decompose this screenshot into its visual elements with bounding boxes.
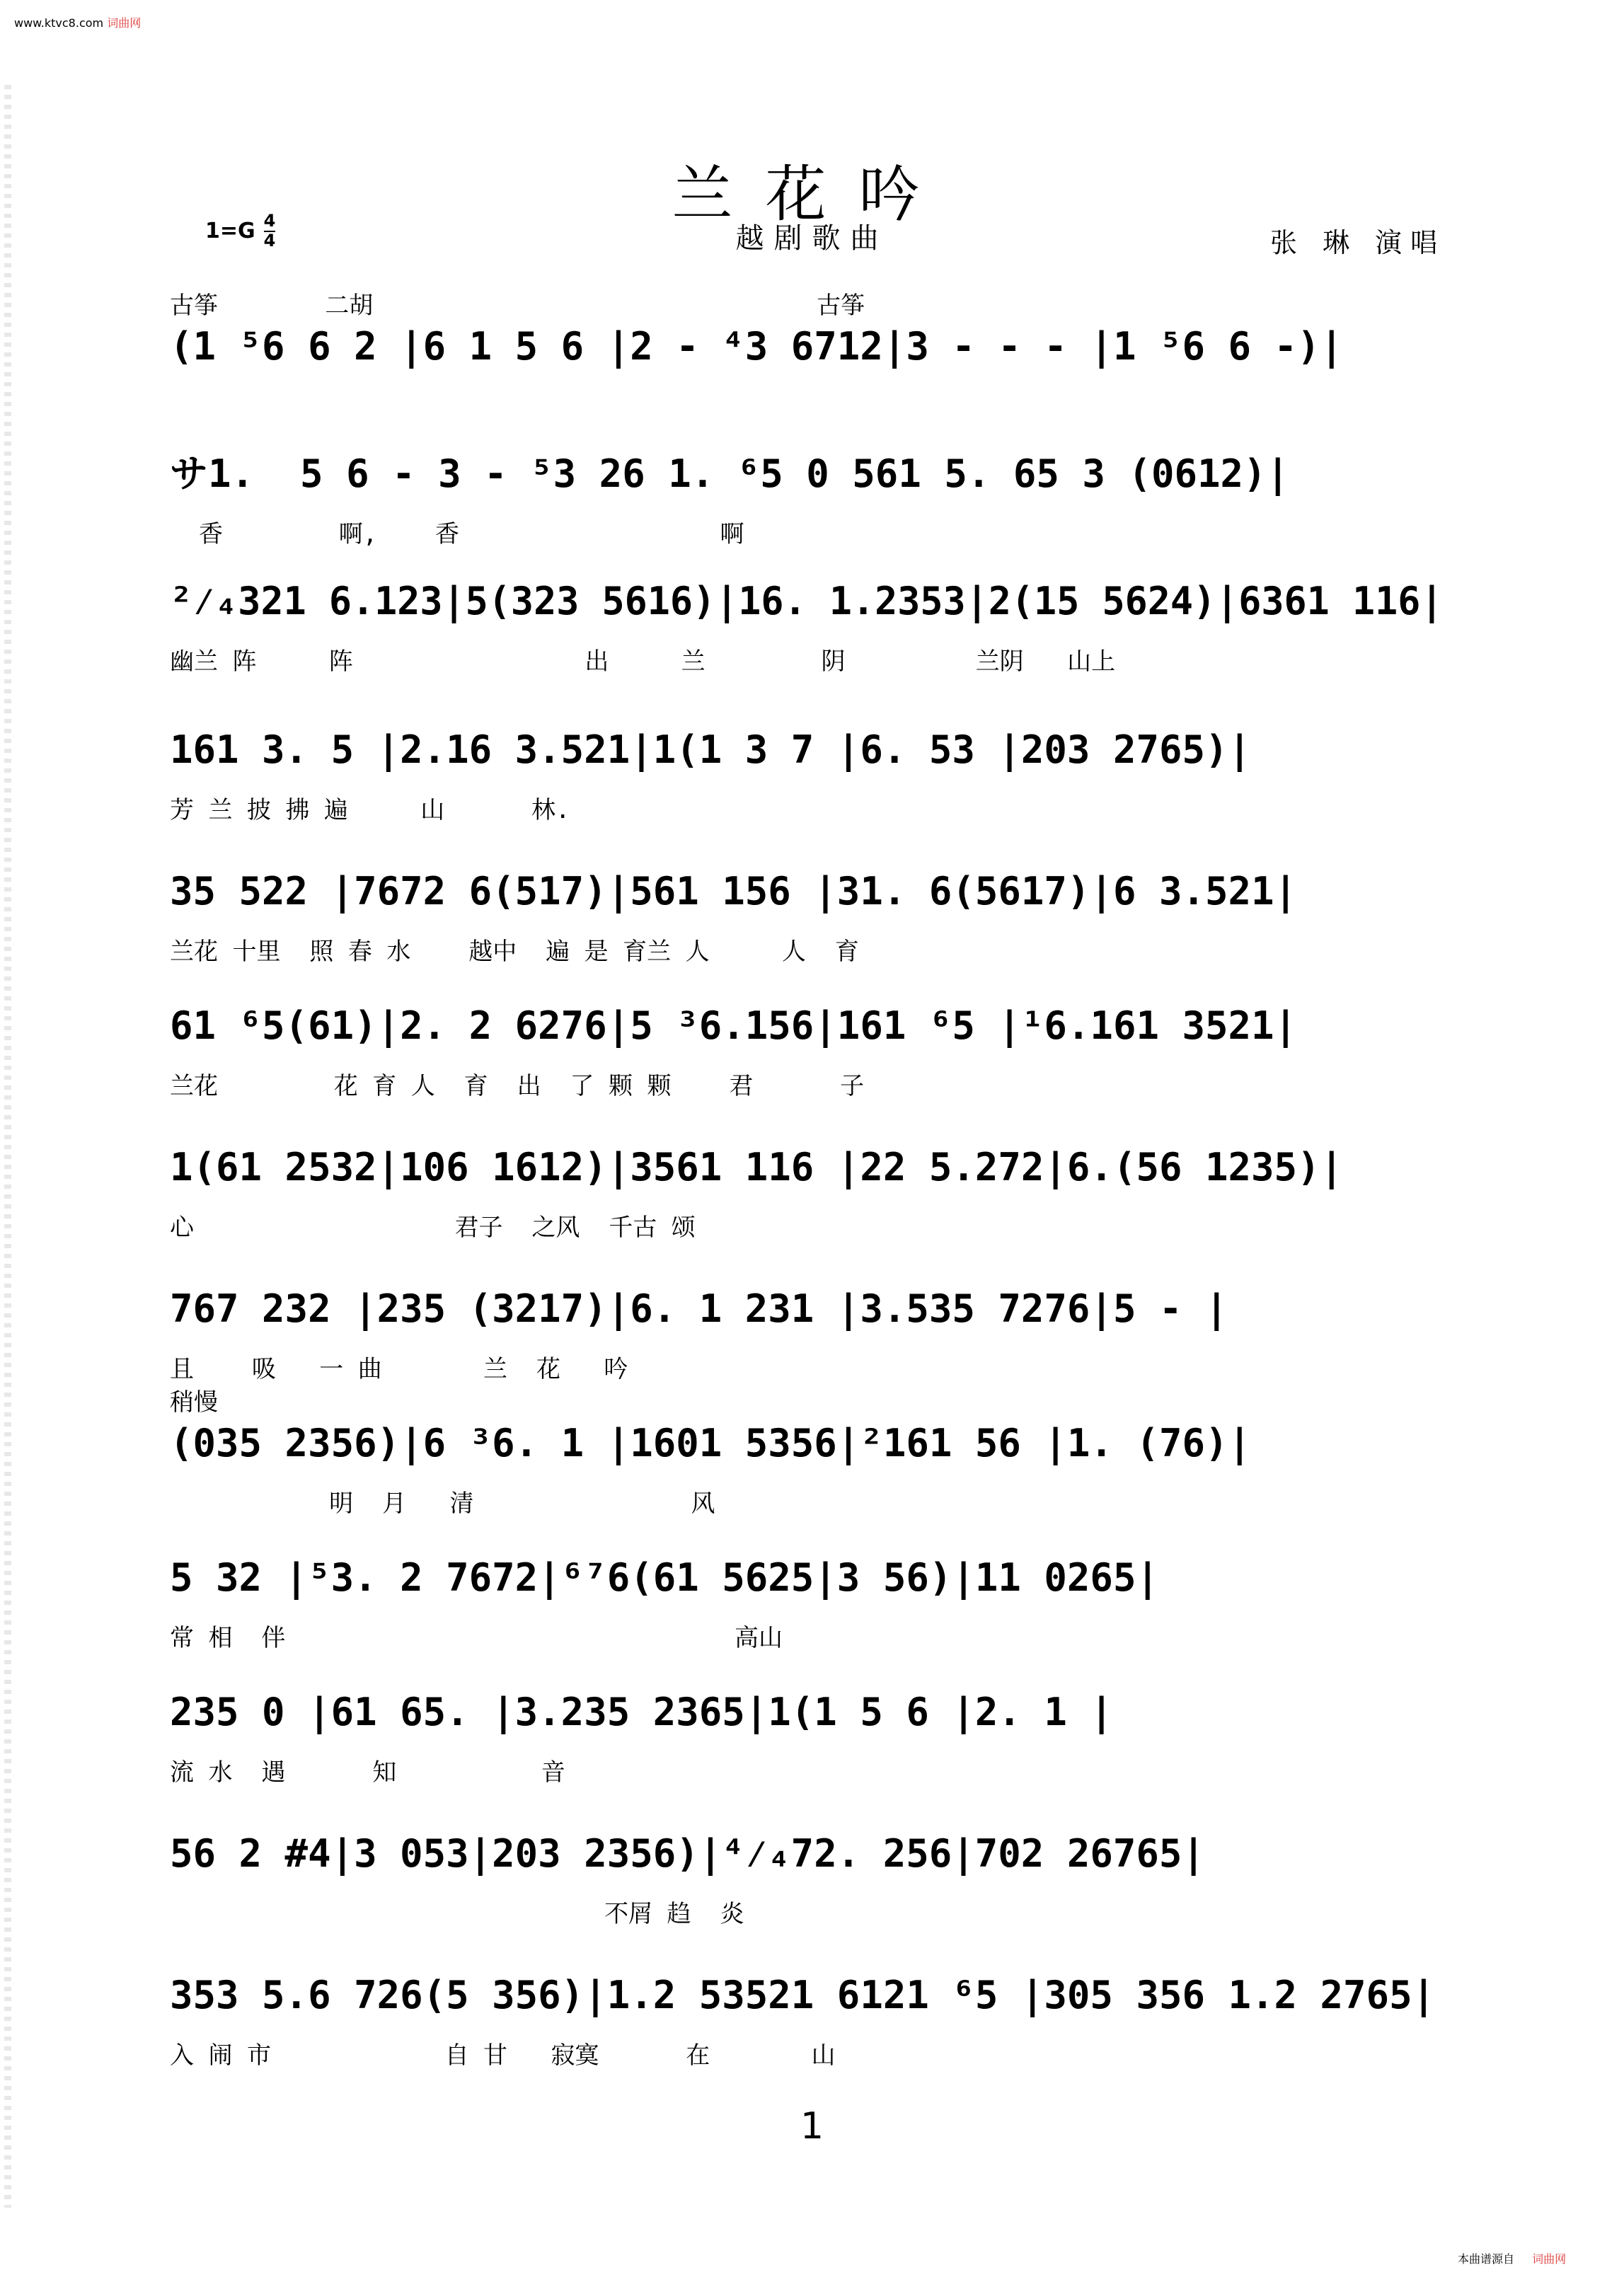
lyrics-line: 兰花 十里 照 春 水 越中 遍 是 育兰 人 人 育 xyxy=(170,938,859,966)
instrument-marks: 古筝 二胡 古筝 xyxy=(170,292,865,320)
notation-line: ²⁄₄321 6.123|5(323 5616)|16. 1.2353|2(15 5624)|6361 116| xyxy=(170,579,1444,623)
score-system xyxy=(170,453,1451,587)
lyrics-line: 且 吸 一 曲 兰 花 吟 xyxy=(170,1355,628,1383)
score-system xyxy=(170,1388,1451,1557)
score-system xyxy=(170,1005,1451,1139)
footer-source xyxy=(1458,2250,1566,2266)
song-subtitle: 越剧歌曲 xyxy=(735,222,889,255)
key-label: 1=G xyxy=(205,218,255,243)
notation-line: 235 0 |61 65. |3.235 2365|1(1 5 6 |2. 1 | xyxy=(170,1690,1113,1734)
lyrics-line: 不屑 趋 炎 xyxy=(170,1900,744,1928)
instrument-marks: 稍慢 xyxy=(170,1388,218,1417)
time-numerator: 4 xyxy=(263,211,276,231)
score-system xyxy=(170,1691,1451,1826)
notation-line: 353 5.6 726(5 356)|1.2 53521 6121 ⁶5 |305 356 1.2 2765| xyxy=(170,1973,1436,2017)
key-signature xyxy=(205,212,275,249)
score-system xyxy=(170,870,1451,1005)
lyrics-line: 入 闹 市 自 甘 寂寞 在 山 xyxy=(170,2041,836,2070)
lyrics-line: 常 相 伴 高山 xyxy=(170,1624,783,1652)
score-system xyxy=(170,1146,1451,1281)
page-number: 1 xyxy=(800,2105,824,2148)
score-system xyxy=(170,1288,1451,1422)
lyrics-line: 明 月 清 风 xyxy=(170,1489,715,1518)
lyrics-line: 幽兰 阵 阵 出 兰 阴 兰阴 山上 xyxy=(170,647,1116,676)
notation-line: 1(61 2532|106 1612)|3561 116 |22 5.272|6.(56 1235)| xyxy=(170,1145,1344,1189)
score-system xyxy=(170,292,1451,460)
notation-line: (1 ⁵6 6 2 |6 1 5 6 |2 - ⁴3 6712|3 - - - |1 ⁵6 6 -)| xyxy=(170,324,1344,369)
notation-line: 35 522 |7672 6(517)|561 156 |31. 6(5617)|6 3.521| xyxy=(170,869,1298,914)
notation-line: (035 2356)|6 ³6. 1 |1601 5356|²161 56 |1. (76)| xyxy=(170,1421,1252,1465)
score-system xyxy=(170,1557,1451,1691)
time-signature xyxy=(264,212,276,249)
lyrics-line: 芳 兰 披 拂 遍 山 林. xyxy=(170,796,570,824)
time-denominator: 4 xyxy=(263,231,276,250)
footer-brand[interactable]: 词曲网 xyxy=(1532,2252,1567,2266)
page-edge-watermark xyxy=(4,85,11,2208)
notation-line: 61 ⁶5(61)|2. 2 6276|5 ³6.156|161 ⁶5 |¹6.161 3521| xyxy=(170,1003,1298,1048)
score-system xyxy=(170,1833,1451,1967)
score-system xyxy=(170,580,1451,715)
site-header xyxy=(14,14,141,30)
site-url[interactable]: www.ktvc8.com xyxy=(14,16,104,30)
notation-line: 767 232 |235 (3217)|6. 1 231 |3.535 7276|5 - | xyxy=(170,1286,1228,1331)
footer-source-text: 本曲谱源自 xyxy=(1458,2252,1515,2266)
score-system xyxy=(170,1974,1451,2109)
notation-line: 161 3. 5 |2.16 3.521|1(1 3 7 |6. 53 |203 2765)| xyxy=(170,727,1252,772)
singer-credit: 张 琳 演唱 xyxy=(1270,227,1446,258)
score-system xyxy=(170,729,1451,863)
lyrics-line: 香 啊, 香 啊 xyxy=(170,520,744,548)
notation-line: 56 2 #4|3 053|203 2356)|⁴⁄₄72. 256|702 26765| xyxy=(170,1831,1205,1876)
notation-line: 5 32 |⁵3. 2 7672|⁶⁷6(61 5625|3 56)|11 0265| xyxy=(170,1555,1159,1600)
site-name[interactable]: 词曲网 xyxy=(107,16,142,30)
notation-line: サ1. 5 6 - 3 - ⁵3 26 1. ⁶5 0 561 5. 65 3 (0612)| xyxy=(170,451,1290,496)
lyrics-line: 兰花 花 育 人 育 出 了 颗 颗 君 子 xyxy=(170,1072,865,1100)
song-title: 兰花吟 xyxy=(672,159,952,230)
lyrics-line: 心 君子 之风 千古 颂 xyxy=(170,1214,696,1242)
lyrics-line: 流 水 遇 知 音 xyxy=(170,1758,565,1787)
